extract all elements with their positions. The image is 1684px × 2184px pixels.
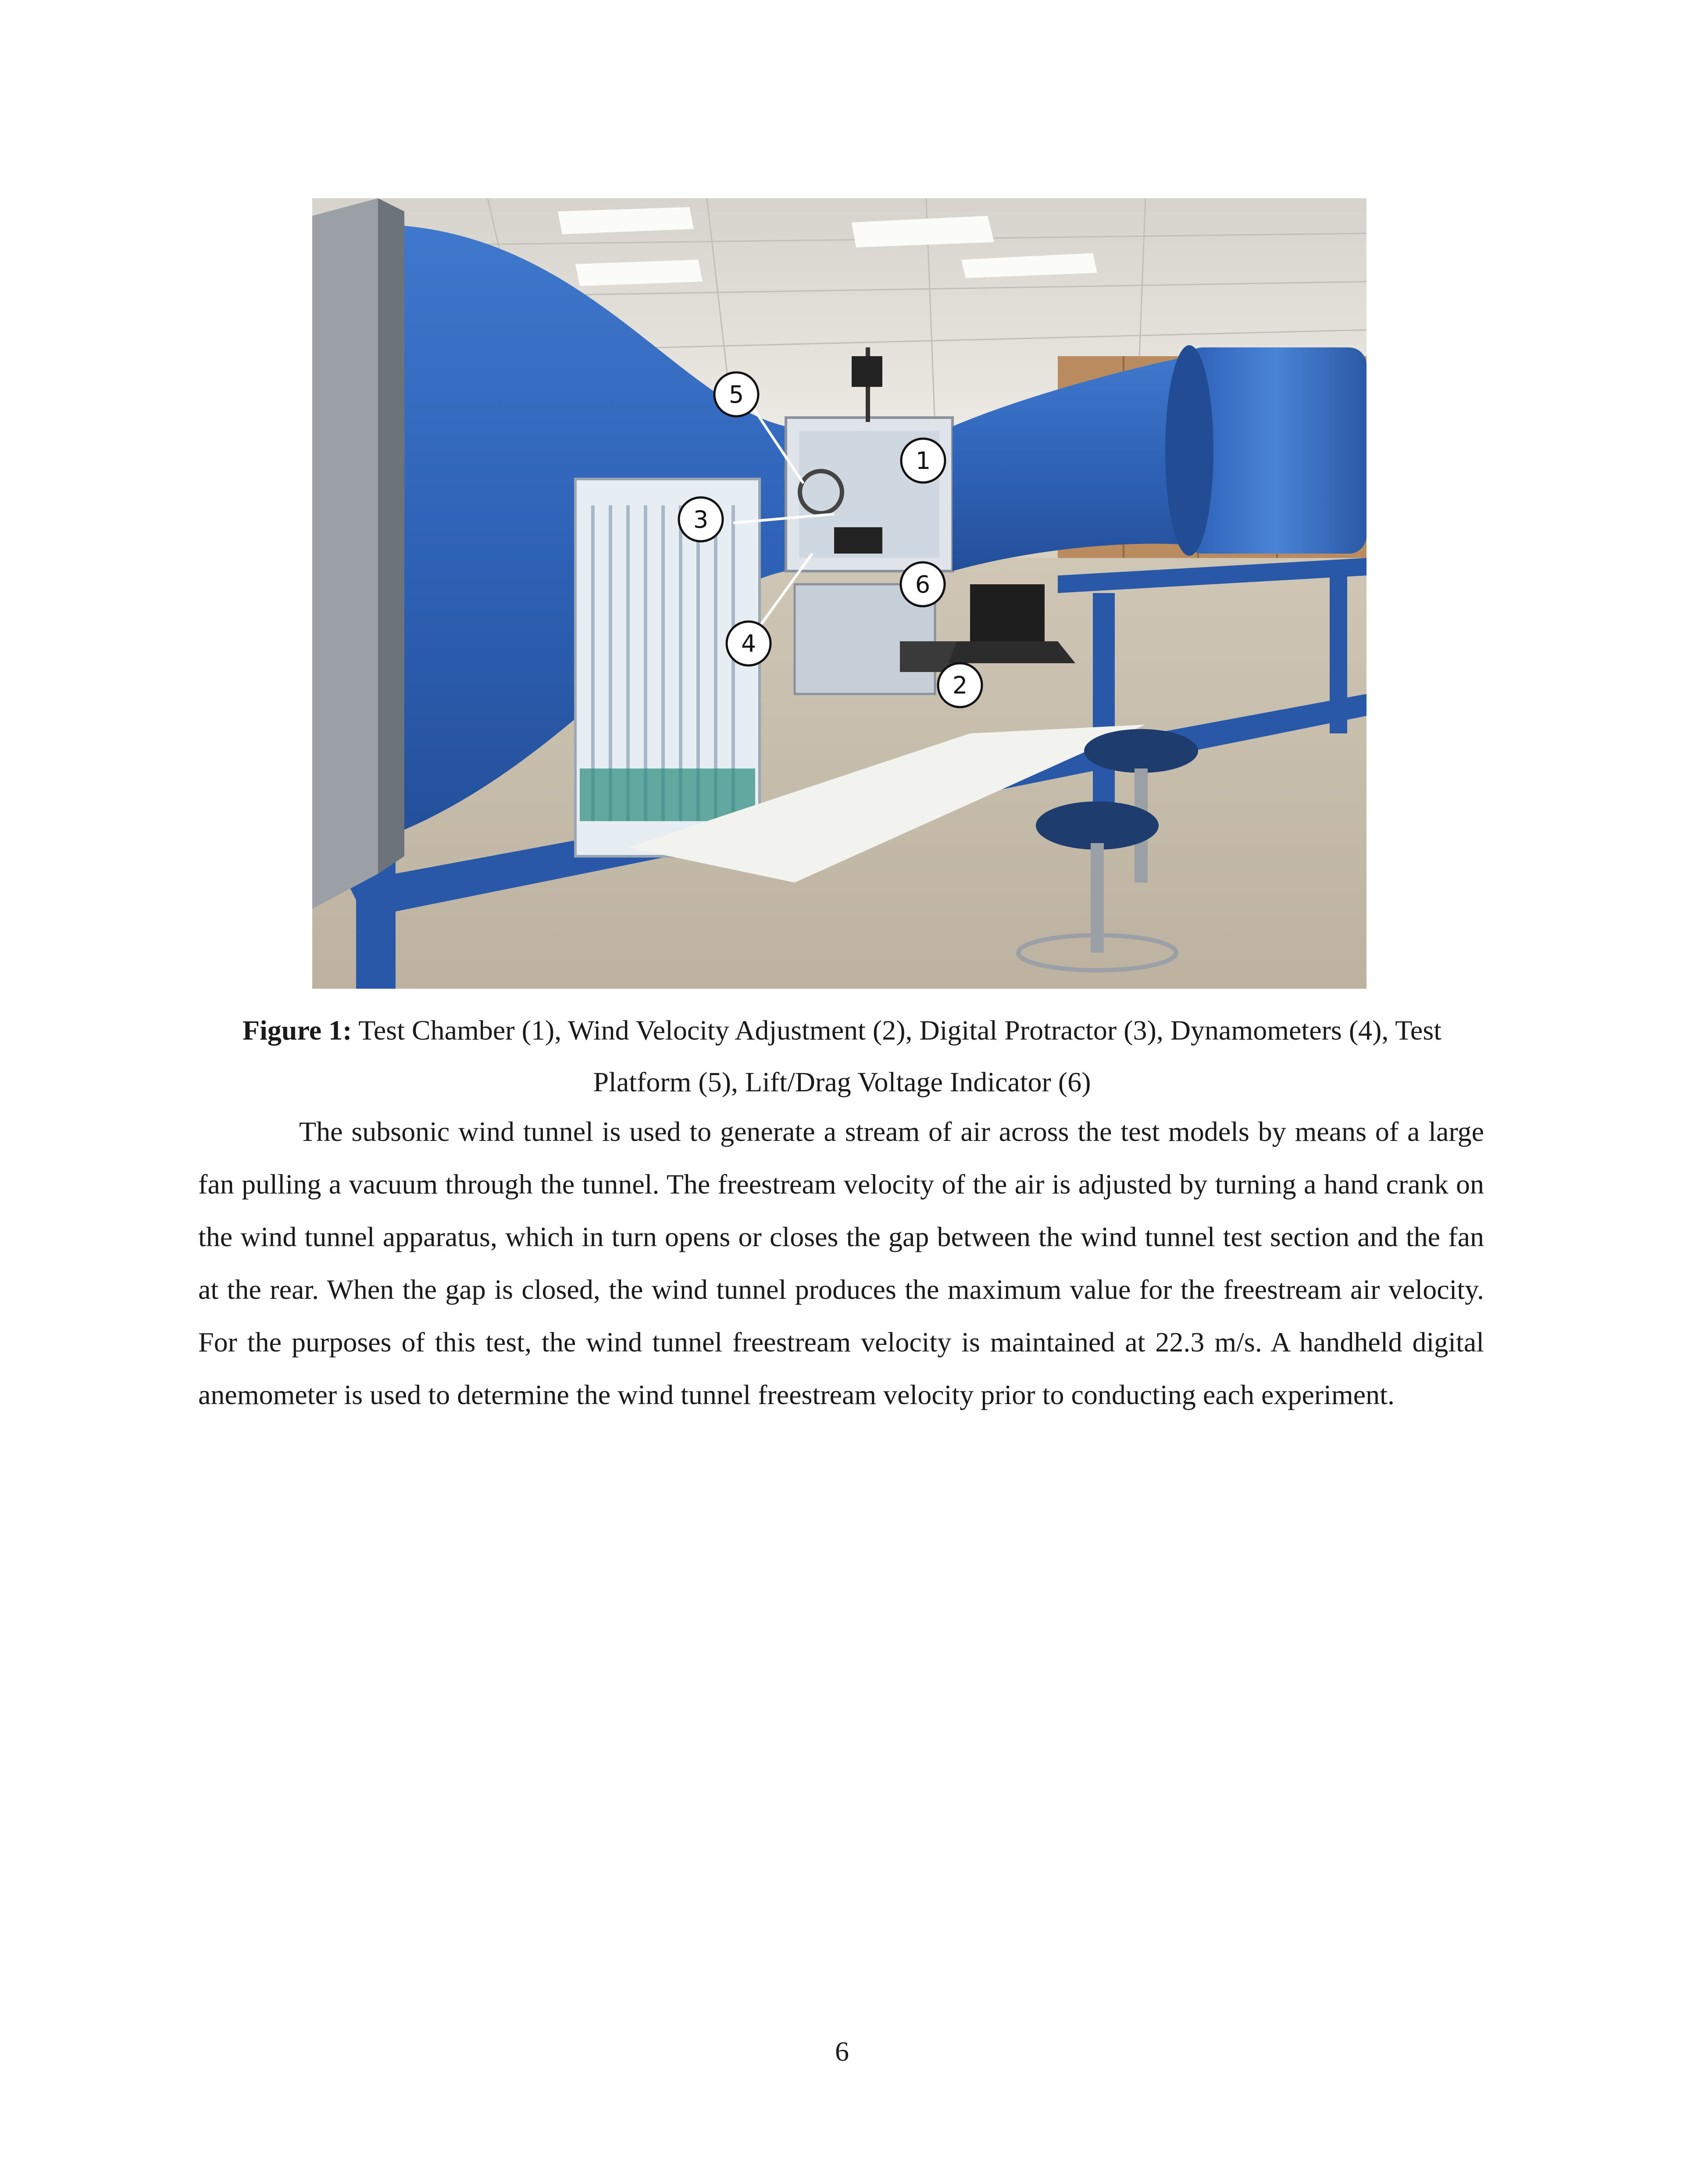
svg-text:2: 2 <box>952 672 968 699</box>
svg-text:1: 1 <box>915 447 931 475</box>
figure-caption <box>193 1004 1491 1108</box>
svg-text:3: 3 <box>693 506 709 533</box>
callout-2 <box>938 663 982 707</box>
callout-4 <box>727 622 771 665</box>
digital-protractor <box>834 527 882 554</box>
figure-caption-label: Figure 1: <box>242 1015 352 1046</box>
inlet-frame <box>312 198 378 909</box>
wind-tunnel-illustration <box>312 198 1366 989</box>
laptop <box>970 584 1045 641</box>
figure-caption-text: Test Chamber (1), Wind Velocity Adjustment (2), Digital Protractor (3), Dynamometers (4), Test Platform (5), Lift/Drag Voltage Indicator (6) <box>352 1015 1442 1097</box>
page-number: 6 <box>835 2036 849 2067</box>
body-paragraph: The subsonic wind tunnel is used to generate a stream of air across the test models by means of a large fan pulling a vacuum through the tunnel. The freestream velocity of the air is adjusted by turning a hand crank on the wind tunnel apparatus, which in turn opens or closes the gap between the wind tunnel test section and the fan at the rear. When the gap is closed, the wind tunnel produces the maximum value for the freestream air velocity. For the purposes of this test, the wind tunnel freestream velocity is maintained at 22.3 m/s. A handheld digital anemometer is used to determine the wind tunnel freestream velocity prior to conducting each experiment. <box>198 1116 1484 1410</box>
callout-3 <box>679 497 723 541</box>
svg-text:4: 4 <box>741 630 756 658</box>
svg-text:6: 6 <box>915 571 931 598</box>
svg-text:5: 5 <box>728 381 744 408</box>
callout-5 <box>714 372 758 416</box>
callout-6 <box>901 562 945 606</box>
callout-1 <box>901 439 945 483</box>
wind-tunnel-photo <box>312 198 1366 989</box>
